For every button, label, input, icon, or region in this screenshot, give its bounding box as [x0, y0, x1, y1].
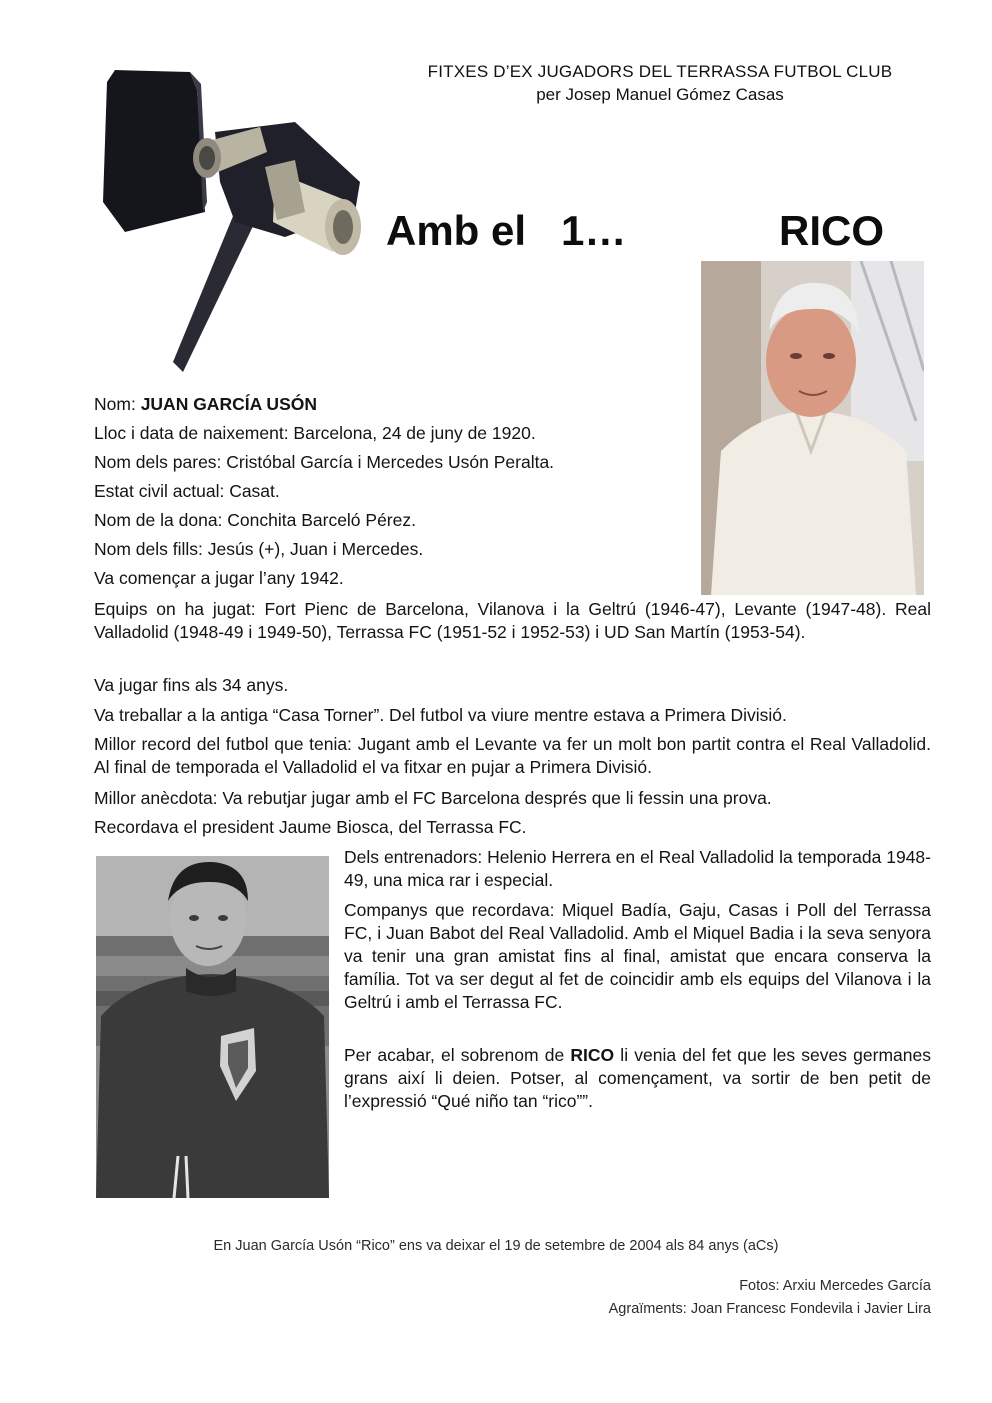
photo-credit: Fotos: Arxiu Mercedes García: [739, 1278, 931, 1294]
footer-note: En Juan García Usón “Rico” ens va deixar el 19 de setembre de 2004 als 84 anys (aCs): [213, 1238, 779, 1254]
player-bw-photo: [96, 856, 329, 1198]
title-nickname: RICO: [779, 207, 884, 254]
field-anecdota: Millor anècdota: Va rebutjar jugar amb el FC Barcelona després que li fessin una prova.: [94, 788, 772, 808]
header-author: per Josep Manuel Gómez Casas: [536, 85, 784, 104]
field-dona: Nom de la dona: Conchita Barceló Pérez.: [94, 510, 416, 530]
stadium-speaker-image: [95, 62, 375, 374]
field-fins: Va jugar fins als 34 anys.: [94, 675, 289, 695]
field-treballar: Va treballar a la antiga “Casa Torner”. Del futbol va viure mentre estava a Primera Divisió.: [94, 705, 787, 725]
header-title: FITXES D’EX JUGADORS DEL TERRASSA FUTBOL CLUB: [427, 62, 893, 81]
field-record: Millor record del futbol que tenia: Jugant amb el Levante va fer un molt bon partit contra el Real Valladolid. Al final de temporada el Valladolid el va fitxar en pujar a Primera Divisió.: [94, 734, 931, 777]
field-lloc: Lloc i data de naixement: Barcelona, 24 de juny de 1920.: [94, 423, 536, 443]
field-entrenadors: Dels entrenadors: Helenio Herrera en el Real Valladolid la temporada 1948-49, una mica rar i especial.: [344, 847, 931, 890]
field-estat: Estat civil actual: Casat.: [94, 481, 280, 501]
field-equips: Equips on ha jugat: Fort Pienc de Barcelona, Vilanova i la Geltrú (1946-47), Levante (1947-48). Real Valladolid (1948-49 i 1949-50), Terrassa FC (1951-52 i 1952-53) i UD San Martín (1953-54).: [94, 599, 931, 642]
field-companys: Companys que recordava: Miquel Badía, Gaju, Casas i Poll del Terrassa FC, i Juan Babot del Real Valladolid. Amb el Miquel Badia i la seva senyora va tenir una gran amistat fins al final, amistat que encara conserva la família. Tot va ser degut al fet de coincidir amb els equips del Vilanova i la Geltrú i amb el Terrassa FC.: [344, 900, 931, 1012]
acknowledgements: Agraïments: Joan Francesc Fondevila i Javier Lira: [608, 1301, 931, 1317]
field-president: Recordava el president Jaume Biosca, del Terrassa FC.: [94, 817, 527, 837]
field-nom: Nom: JUAN GARCÍA USÓN: [94, 394, 317, 414]
field-fills: Nom dels fills: Jesús (+), Juan i Mercedes.: [94, 539, 424, 559]
title-number: Amb el 1…: [386, 207, 627, 254]
nickname-bold: RICO: [570, 1045, 615, 1065]
field-pares: Nom dels pares: Cristóbal García i Mercedes Usón Peralta.: [94, 452, 555, 472]
portrait-elderly-photo: [701, 261, 924, 595]
field-comencar: Va començar a jugar l’any 1942.: [94, 568, 344, 588]
player-name: JUAN GARCÍA USÓN: [140, 394, 317, 414]
field-acabar: Per acabar, el sobrenom de RICO li venia del fet que les seves germanes grans així li deien. Potser, al començament, va sortir de ben petit de l’expressió “Qué niño tan “rico””.: [344, 1045, 932, 1111]
